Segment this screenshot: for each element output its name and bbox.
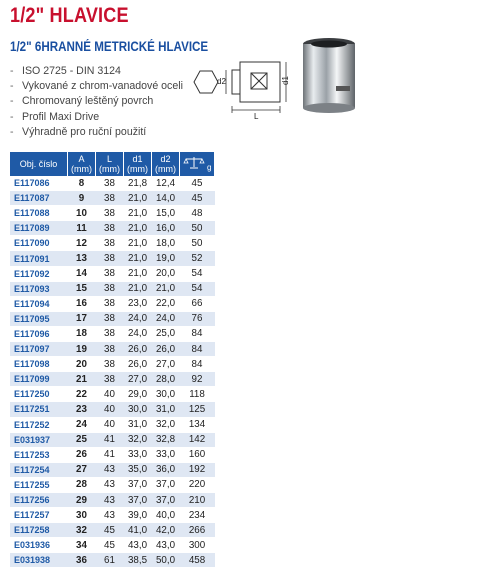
- cell-w: 52: [180, 251, 215, 266]
- cell-d2: 37,0: [152, 477, 180, 492]
- cell-w: 220: [180, 477, 215, 492]
- cell-a: 34: [68, 538, 96, 553]
- cell-a: 22: [68, 387, 96, 402]
- cell-d1: 21,0: [124, 266, 152, 281]
- feature-item: - Výhradně pro ruční použití: [10, 125, 183, 140]
- spec-table: [10, 152, 215, 568]
- table-row: [10, 251, 215, 266]
- cell-a: 11: [68, 221, 96, 236]
- table-row: [10, 477, 215, 492]
- cell-code: E117092: [10, 266, 68, 281]
- cell-d2: 27,0: [152, 357, 180, 372]
- table-row: [10, 311, 215, 326]
- cell-w: 50: [180, 236, 215, 251]
- cell-code: E117253: [10, 447, 68, 462]
- cell-d1: 37,0: [124, 492, 152, 507]
- cell-l: 40: [96, 417, 124, 432]
- cell-d1: 31,0: [124, 417, 152, 432]
- cell-d2: 31,0: [152, 402, 180, 417]
- cell-d2: 28,0: [152, 372, 180, 387]
- socket-product-image: [300, 36, 358, 114]
- header-unit: (mm): [99, 164, 120, 174]
- cell-d1: 21,0: [124, 236, 152, 251]
- cell-l: 40: [96, 402, 124, 417]
- cell-a: 12: [68, 236, 96, 251]
- cell-d1: 23,0: [124, 296, 152, 311]
- cell-w: 48: [180, 206, 215, 221]
- cell-d1: 32,0: [124, 432, 152, 447]
- cell-l: 38: [96, 296, 124, 311]
- header-unit: (mm): [127, 164, 148, 174]
- table-row: [10, 191, 215, 206]
- cell-l: 38: [96, 281, 124, 296]
- table-row: [10, 447, 215, 462]
- cell-d2: 43,0: [152, 538, 180, 553]
- feature-item: - Vykované z chrom-vanadové oceli: [10, 79, 183, 94]
- cell-code: E117098: [10, 357, 68, 372]
- table-row: [10, 553, 215, 568]
- cell-code: E117251: [10, 402, 68, 417]
- table-row: [10, 492, 215, 507]
- socket-neck-outline: [232, 70, 240, 94]
- table-row: [10, 372, 215, 387]
- header-label: d1: [132, 154, 143, 164]
- cell-a: 32: [68, 523, 96, 538]
- cell-l: 38: [96, 191, 124, 206]
- cell-code: E117094: [10, 296, 68, 311]
- cell-d2: 15,0: [152, 206, 180, 221]
- cell-w: 76: [180, 311, 215, 326]
- cell-a: 16: [68, 296, 96, 311]
- table-row: [10, 296, 215, 311]
- table-row: [10, 206, 215, 221]
- cell-l: 38: [96, 266, 124, 281]
- header-unit: (mm): [71, 164, 92, 174]
- table-row: [10, 462, 215, 477]
- cell-d1: 21,8: [124, 176, 152, 191]
- cell-a: 29: [68, 492, 96, 507]
- header-unit: g: [207, 162, 212, 172]
- cell-code: E117088: [10, 206, 68, 221]
- cell-a: 25: [68, 432, 96, 447]
- cell-d2: 24,0: [152, 311, 180, 326]
- cell-d2: 36,0: [152, 462, 180, 477]
- header-label: Obj. číslo: [19, 159, 58, 169]
- cell-code: E117252: [10, 417, 68, 432]
- table-row: [10, 266, 215, 281]
- page-subtitle: 1/2" 6HRANNÉ METRICKÉ HLAVICE: [10, 39, 209, 54]
- cell-d1: 33,0: [124, 447, 152, 462]
- cell-w: 45: [180, 191, 215, 206]
- cell-a: 28: [68, 477, 96, 492]
- col-header-code: [10, 152, 68, 176]
- cell-w: 160: [180, 447, 215, 462]
- cell-a: 14: [68, 266, 96, 281]
- cell-code: E031938: [10, 553, 68, 568]
- col-header-l: [96, 152, 124, 176]
- cell-w: 118: [180, 387, 215, 402]
- cell-d1: 29,0: [124, 387, 152, 402]
- cell-a: 27: [68, 462, 96, 477]
- cell-w: 234: [180, 508, 215, 523]
- cell-d1: 38,5: [124, 553, 152, 568]
- col-header-d2: [152, 152, 180, 176]
- cell-l: 38: [96, 206, 124, 221]
- col-header-d1: [124, 152, 152, 176]
- cell-d1: 24,0: [124, 311, 152, 326]
- cell-a: 21: [68, 372, 96, 387]
- table-row: [10, 326, 215, 341]
- cell-a: 10: [68, 206, 96, 221]
- cell-l: 38: [96, 357, 124, 372]
- cell-code: E117091: [10, 251, 68, 266]
- cell-d2: 30,0: [152, 387, 180, 402]
- cell-a: 13: [68, 251, 96, 266]
- cell-code: E031937: [10, 432, 68, 447]
- feature-item: - Profil Maxi Drive: [10, 110, 183, 125]
- cell-d2: 32,0: [152, 417, 180, 432]
- cell-a: 36: [68, 553, 96, 568]
- cell-code: E117093: [10, 281, 68, 296]
- cell-code: E117257: [10, 508, 68, 523]
- cell-code: E117099: [10, 372, 68, 387]
- socket-technical-drawing: [188, 58, 296, 122]
- cell-w: 192: [180, 462, 215, 477]
- header-label: L: [106, 154, 112, 164]
- cell-d2: 33,0: [152, 447, 180, 462]
- cell-w: 84: [180, 342, 215, 357]
- cell-w: 54: [180, 266, 215, 281]
- cell-d1: 26,0: [124, 342, 152, 357]
- cell-w: 84: [180, 326, 215, 341]
- header-label: A: [78, 154, 85, 164]
- cell-d1: 21,0: [124, 221, 152, 236]
- cell-d2: 26,0: [152, 342, 180, 357]
- cell-l: 38: [96, 372, 124, 387]
- cell-l: 43: [96, 462, 124, 477]
- cell-d2: 32,8: [152, 432, 180, 447]
- cell-d1: 41,0: [124, 523, 152, 538]
- table-row: [10, 236, 215, 251]
- cell-l: 41: [96, 432, 124, 447]
- cell-a: 8: [68, 176, 96, 191]
- cell-code: E117087: [10, 191, 68, 206]
- cell-code: E117254: [10, 462, 68, 477]
- cell-w: 84: [180, 357, 215, 372]
- page-title: 1/2" HLAVICE: [10, 4, 129, 27]
- cell-l: 41: [96, 447, 124, 462]
- label-L: L: [254, 112, 259, 121]
- cell-a: 30: [68, 508, 96, 523]
- cell-l: 38: [96, 326, 124, 341]
- table-row: [10, 387, 215, 402]
- cell-w: 300: [180, 538, 215, 553]
- cell-w: 266: [180, 523, 215, 538]
- table-row: [10, 357, 215, 372]
- feature-item: - Chromovaný leštěný povrch: [10, 94, 183, 109]
- feature-item: - ISO 2725 - DIN 3124: [10, 64, 183, 79]
- table-row: [10, 402, 215, 417]
- table-row: [10, 221, 215, 236]
- cell-w: 458: [180, 553, 215, 568]
- cell-d1: 37,0: [124, 477, 152, 492]
- table-row: [10, 342, 215, 357]
- cell-d1: 21,0: [124, 191, 152, 206]
- cell-d2: 50,0: [152, 553, 180, 568]
- cell-w: 92: [180, 372, 215, 387]
- label-d1: d1: [281, 76, 290, 85]
- cell-l: 45: [96, 538, 124, 553]
- cell-w: 66: [180, 296, 215, 311]
- header-label: d2: [160, 154, 171, 164]
- cell-d1: 21,0: [124, 281, 152, 296]
- cell-d1: 24,0: [124, 326, 152, 341]
- cell-a: 24: [68, 417, 96, 432]
- cell-l: 40: [96, 387, 124, 402]
- cell-code: E117095: [10, 311, 68, 326]
- cell-d1: 21,0: [124, 206, 152, 221]
- table-row: [10, 432, 215, 447]
- cell-w: 125: [180, 402, 215, 417]
- cell-l: 38: [96, 311, 124, 326]
- cell-code: E117256: [10, 492, 68, 507]
- cell-d2: 19,0: [152, 251, 180, 266]
- cell-l: 43: [96, 508, 124, 523]
- cell-d2: 25,0: [152, 326, 180, 341]
- cell-l: 38: [96, 236, 124, 251]
- cell-d2: 14,0: [152, 191, 180, 206]
- table-row: [10, 523, 215, 538]
- scale-icon: [183, 156, 205, 170]
- col-header-weight: [180, 152, 215, 176]
- cell-code: E117090: [10, 236, 68, 251]
- cell-d2: 16,0: [152, 221, 180, 236]
- cell-a: 18: [68, 326, 96, 341]
- table-body: [10, 176, 215, 568]
- header-unit: (mm): [155, 164, 176, 174]
- cell-code: E031936: [10, 538, 68, 553]
- table-row: [10, 281, 215, 296]
- cell-a: 23: [68, 402, 96, 417]
- cell-a: 19: [68, 342, 96, 357]
- cell-w: 54: [180, 281, 215, 296]
- cell-code: E117250: [10, 387, 68, 402]
- table-header-row: [10, 152, 215, 176]
- cell-l: 43: [96, 492, 124, 507]
- table-row: [10, 508, 215, 523]
- cell-d2: 12,4: [152, 176, 180, 191]
- cell-d1: 27,0: [124, 372, 152, 387]
- cell-code: E117097: [10, 342, 68, 357]
- cell-d1: 21,0: [124, 251, 152, 266]
- cell-d1: 43,0: [124, 538, 152, 553]
- cell-a: 26: [68, 447, 96, 462]
- table-row: [10, 417, 215, 432]
- cell-d2: 18,0: [152, 236, 180, 251]
- hex-profile-icon: [194, 71, 218, 93]
- cell-code: E117089: [10, 221, 68, 236]
- cell-w: 134: [180, 417, 215, 432]
- cell-d2: 20,0: [152, 266, 180, 281]
- cell-d2: 40,0: [152, 508, 180, 523]
- col-header-a: [68, 152, 96, 176]
- cell-d2: 21,0: [152, 281, 180, 296]
- cell-a: 20: [68, 357, 96, 372]
- cell-d1: 35,0: [124, 462, 152, 477]
- cell-l: 38: [96, 221, 124, 236]
- table-row: [10, 538, 215, 553]
- cell-d2: 42,0: [152, 523, 180, 538]
- cell-code: E117255: [10, 477, 68, 492]
- cell-d2: 37,0: [152, 492, 180, 507]
- cell-w: 50: [180, 221, 215, 236]
- cell-l: 38: [96, 251, 124, 266]
- cell-l: 43: [96, 477, 124, 492]
- cell-w: 142: [180, 432, 215, 447]
- cell-d2: 22,0: [152, 296, 180, 311]
- cell-l: 38: [96, 342, 124, 357]
- cell-a: 17: [68, 311, 96, 326]
- label-d2: d2: [217, 77, 226, 86]
- cell-a: 9: [68, 191, 96, 206]
- cell-code: E117086: [10, 176, 68, 191]
- table-row: [10, 176, 215, 191]
- feature-list: [10, 64, 183, 140]
- cell-w: 210: [180, 492, 215, 507]
- cell-d1: 39,0: [124, 508, 152, 523]
- cell-code: E117096: [10, 326, 68, 341]
- cell-l: 61: [96, 553, 124, 568]
- cell-l: 38: [96, 176, 124, 191]
- cell-d1: 30,0: [124, 402, 152, 417]
- cell-a: 15: [68, 281, 96, 296]
- cell-d1: 26,0: [124, 357, 152, 372]
- cell-code: E117258: [10, 523, 68, 538]
- cell-l: 45: [96, 523, 124, 538]
- cell-w: 45: [180, 176, 215, 191]
